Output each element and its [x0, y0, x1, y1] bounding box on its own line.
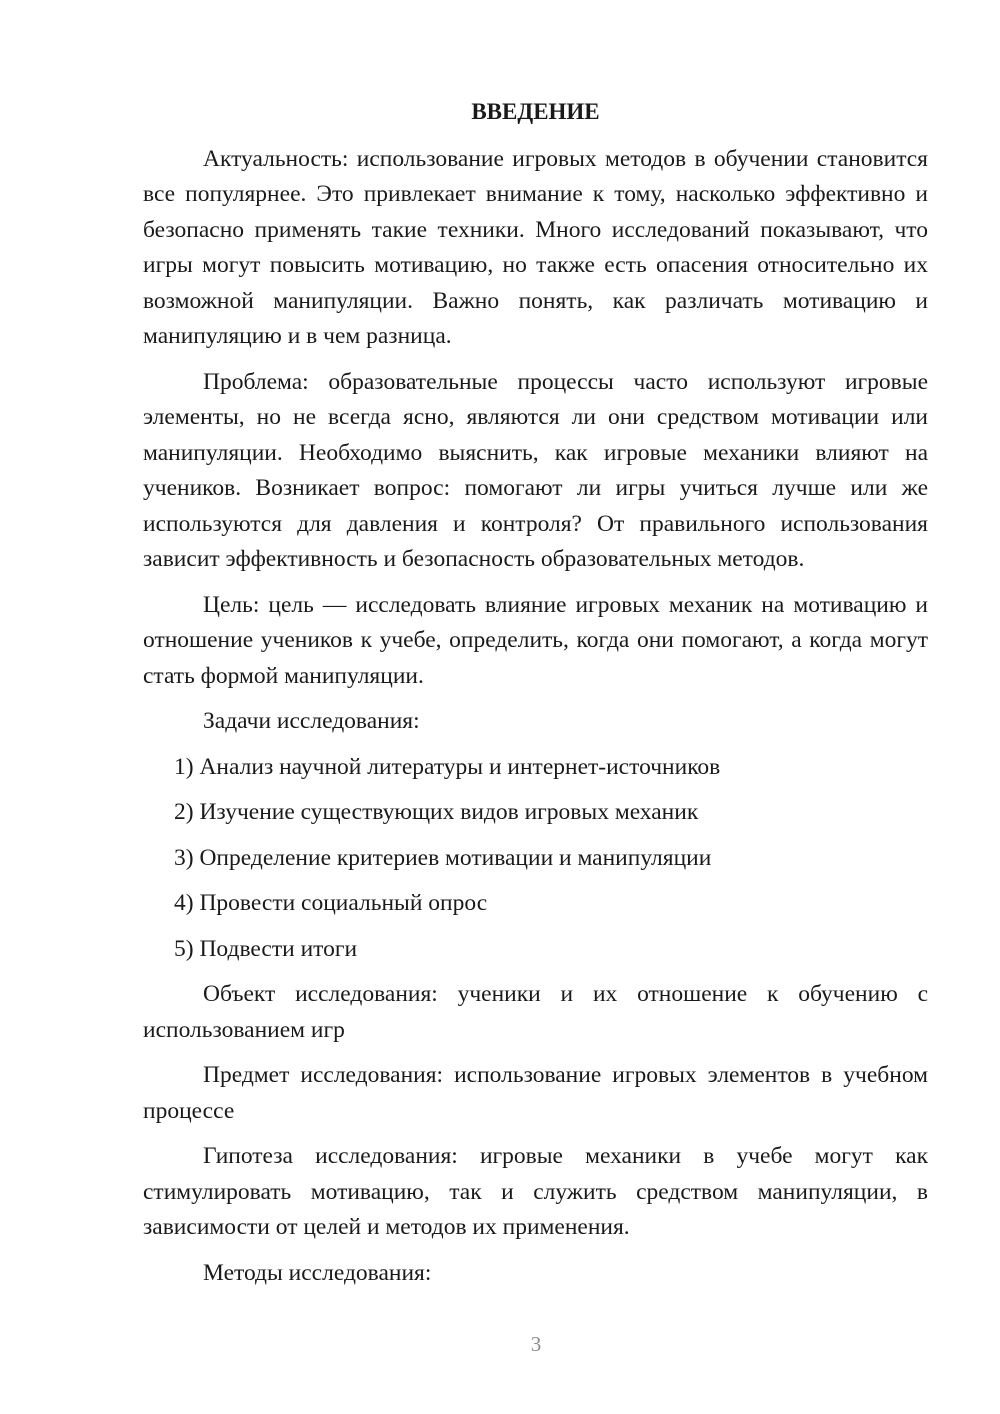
- task-item: 1) Анализ научной литературы и интернет-источников: [174, 753, 721, 780]
- paragraph-object: Объект исследования: ученики и их отношение к обучению с использованием игр: [143, 981, 928, 1043]
- task-item: 4) Провести социальный опрос: [174, 890, 488, 916]
- task-item: 3) Определение критериев мотивации и манипуляции: [174, 844, 712, 871]
- tasks-title: Задачи исследования:: [203, 708, 420, 734]
- paragraph-subject: Предмет исследования: использование игровых элементов в учебном процессе: [143, 1062, 928, 1124]
- paragraph-hypothesis: Гипотеза исследования: игровые механики в учебе могут как стимулировать мотивацию, так и служить средством манипуляции, в зависимости от целей и методов их применения.: [143, 1143, 928, 1240]
- task-item: 5) Подвести итоги: [174, 935, 358, 962]
- task-list: [143, 750, 928, 968]
- document-body: [143, 94, 928, 1301]
- paragraph-goal: Цель: цель — исследовать влияние игровых механик на мотивацию и отношение учеников к учебе, определить, когда они помогают, а когда могут стать формой манипуляции.: [143, 591, 928, 689]
- paragraph-relevance: Актуальность: использование игровых методов в обучении становится все популярнее. Это привлекает внимание к тому, насколько эффективно и безопасно применять такие техники. Много исследований показывают, что игры могут повысить мотивацию, но также есть опасения относительно их возможной манипуляции. Важно понять, как различать мотивацию и манипуляцию и в чем разница.: [143, 145, 928, 349]
- task-item: 2) Изучение существующих видов игровых механик: [174, 799, 699, 825]
- paragraph-methods: Методы исследования:: [203, 1259, 432, 1286]
- paragraph-problem: Проблема: образовательные процессы часто используют игровые элементы, но не всегда ясно, являются ли они средством мотивации или манипуляции. Необходимо выяснить, как игровые механики влияют на учеников. Возникает вопрос: помогают ли игры учиться лучше или же используются для давления и контроля? От правильного использования зависит эффективность и безопасность образовательных методов.: [143, 368, 928, 572]
- section-heading: ВВЕДЕНИЕ: [471, 99, 600, 124]
- page-number: 3: [530, 1332, 542, 1356]
